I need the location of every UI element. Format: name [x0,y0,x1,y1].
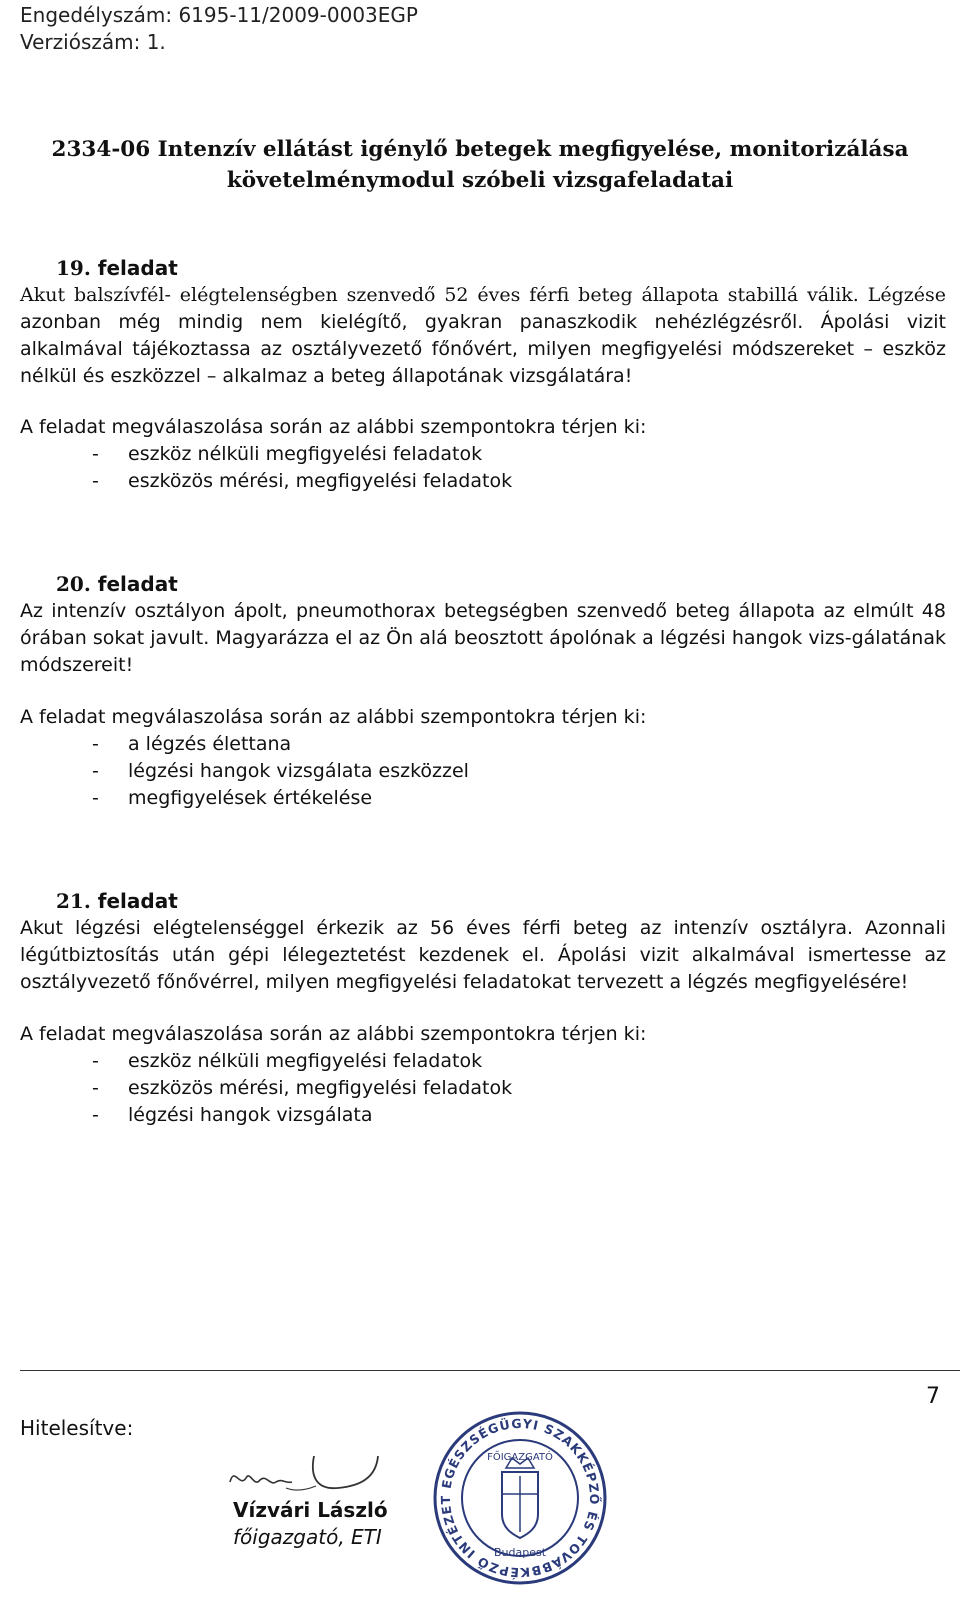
task-21-bullets [92,1048,512,1129]
task-19-text-serif: Akut balszívfél- elégtelenségben szenvedő 52 éves férfi beteg állapota stabillá válik. Légzése [20,284,946,306]
bullet-dash: - [92,1050,99,1072]
task-number: 21. [56,889,91,913]
list-item [92,758,469,785]
bullet-dash: - [92,1104,99,1126]
bullet-dash: - [92,443,99,465]
bullet-dash: - [92,760,99,782]
list-item [92,468,512,495]
title-line-2: követelménymodul szóbeli vizsgafeladatai [226,168,734,193]
task-21-heading [56,888,178,915]
task-19-text: azonban még mindig nem kielégítő, gyakran panaszkodik nehézlégzésről. Ápolási vizit alkalmával tájékoztassa az osztályvezető főnővért, milyen megfigyelési módszereket – eszköz nélkül és eszközzel – alkalmaz a beteg állapotának vizsgálatára! [20,311,946,387]
list-item-text: légzési hangok vizsgálata [128,1104,373,1126]
list-item-text: megfigyelések értékelése [128,787,373,809]
list-item-text: a légzés élettana [128,733,292,755]
official-seal-icon [432,1410,608,1586]
task-20-description: Az intenzív osztályon ápolt, pneumothorax betegségben szenvedő beteg állapota az elmúlt 48 órában sokat javult. Magyarázza el az Ön alá beosztott ápolónak a légzési hangok vizs-gálatának módszereit! [20,600,946,676]
version-number: Verziószám: 1. [20,30,166,54]
list-item [92,731,469,758]
task-21-prompt: A feladat megválaszolása során az alábbi szempontokra térjen ki: [20,1023,647,1045]
bullet-dash: - [92,1077,99,1099]
task-19-description [20,282,946,390]
list-item-text: eszközös mérési, megfigyelési feladatok [128,470,513,492]
document-header [20,2,418,56]
task-19-heading [56,255,178,282]
task-number: 19. [56,256,91,280]
bullet-dash: - [92,787,99,809]
bullet-dash: - [92,470,99,492]
page-number: 7 [926,1384,940,1409]
task-label: feladat [97,889,178,913]
task-21-description: Akut légzési elégtelenséggel érkezik az 56 éves férfi beteg az intenzív osztályra. Azonnali légútbiztosítás után gépi lélegeztetést kezdenek el. Ápolási vizit alkalmával ismertesse az osztályvezető főnővérrel, milyen megfigyelési feladatokat tervezett a légzés megfigyelésére! [20,917,946,993]
task-label: feladat [97,572,178,596]
bullet-dash: - [92,733,99,755]
list-item [92,785,469,812]
task-label: feladat [97,256,178,280]
list-item [92,441,512,468]
task-20-heading [56,571,178,598]
authenticated-label: Hitelesítve: [20,1416,134,1440]
signer-name: Vízvári László [233,1498,388,1522]
title-line-1: 2334-06 Intenzív ellátást igénylő betegek megfigyelése, monitorizálása [51,137,909,162]
task-number: 20. [56,572,91,596]
list-item-text: eszközös mérési, megfigyelési feladatok [128,1077,513,1099]
task-20-bullets [92,731,469,812]
signer-role: főigazgató, ETI [233,1525,382,1549]
seal-inner-text: FŐIGAZGATÓ [487,1452,553,1463]
license-number: Engedélyszám: 6195-11/2009-0003EGP [20,3,418,27]
footer-divider [20,1370,960,1371]
seal-outer-text: EGÉSZSÉGÜGYI SZAKKÉPZŐ ÉS TOVÁBBKÉPZŐ INTÉZET [437,1415,603,1581]
task-19-bullets [92,441,512,495]
list-item [92,1075,512,1102]
list-item-text: légzési hangok vizsgálata eszközzel [128,760,469,782]
list-item [92,1048,512,1075]
task-19-prompt: A feladat megválaszolása során az alábbi szempontokra térjen ki: [20,416,647,438]
seal-city-text: Budapest [493,1546,547,1559]
list-item-text: eszköz nélküli megfigyelési feladatok [128,1050,483,1072]
page-title [0,134,960,196]
list-item-text: eszköz nélküli megfigyelési feladatok [128,443,483,465]
task-20-prompt: A feladat megválaszolása során az alábbi szempontokra térjen ki: [20,706,647,728]
signer-block [233,1497,388,1551]
list-item [92,1102,512,1129]
